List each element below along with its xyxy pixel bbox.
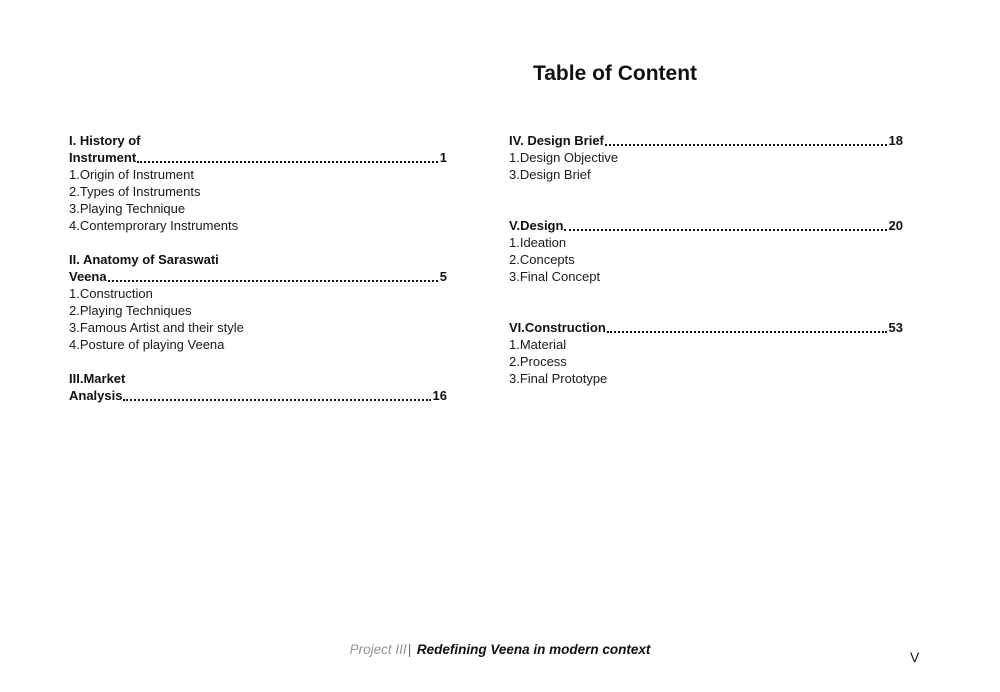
- toc-page-ref: 16: [432, 388, 447, 403]
- toc-section-title: IV. Design Brief: [509, 133, 604, 148]
- toc-section-construction: [509, 319, 903, 387]
- footer-project-label: Project III: [349, 642, 407, 657]
- toc-item: 3.Final Prototype: [509, 371, 608, 386]
- toc-item: 3.Design Brief: [509, 167, 591, 182]
- toc-section-market-analysis: [69, 370, 447, 404]
- toc-item: 1.Design Objective: [509, 150, 619, 165]
- dot-leader: [605, 144, 887, 146]
- footer-subtitle: Redefining Veena in modern context: [416, 642, 651, 657]
- toc-title-leader-line: [69, 387, 447, 404]
- toc-section-title-line2: Instrument: [69, 150, 137, 165]
- dot-leader: [564, 229, 886, 231]
- toc-title-leader-line: [509, 217, 903, 234]
- toc-section-title-line2: Veena: [69, 269, 107, 284]
- page-number: V: [910, 649, 920, 665]
- toc-page-ref: 53: [888, 320, 903, 335]
- page-title: Table of Content: [532, 62, 698, 85]
- toc-item: 1.Material: [509, 337, 567, 352]
- toc-item: 1.Ideation: [509, 235, 567, 250]
- toc-item: 2.Types of Instruments: [69, 184, 201, 199]
- toc-section-title: V.Design: [509, 218, 564, 233]
- toc-section-design: [509, 217, 903, 285]
- toc-title-leader-line: [509, 319, 903, 336]
- toc-item: 1.Origin of Instrument: [69, 167, 194, 182]
- toc-page-ref: 18: [888, 133, 903, 148]
- toc-section-anatomy: [69, 251, 447, 353]
- toc-item: 2.Process: [509, 354, 567, 369]
- toc-item: 1.Construction: [69, 286, 153, 301]
- toc-section-design-brief: [509, 132, 903, 183]
- dot-leader: [607, 331, 887, 333]
- toc-title-leader-line: [69, 268, 447, 285]
- toc-item: 3.Famous Artist and their style: [69, 320, 244, 335]
- toc-item: 3.Playing Technique: [69, 201, 186, 216]
- toc-column-left: [69, 132, 447, 421]
- toc-section-history: [69, 132, 447, 234]
- toc-section-title-line2: Analysis: [69, 388, 123, 403]
- toc-item: 2.Concepts: [509, 252, 575, 267]
- dot-leader: [123, 399, 430, 401]
- toc-column-right: [509, 132, 903, 421]
- toc-item: 4.Contemprorary Instruments: [69, 218, 239, 233]
- dot-leader: [108, 280, 438, 282]
- toc-page-ref: 20: [888, 218, 903, 233]
- dot-leader: [137, 161, 438, 163]
- page-footer: [0, 642, 1000, 657]
- toc-section-title-line1: II. Anatomy of Saraswati: [69, 252, 219, 267]
- toc-section-title: VI.Construction: [509, 320, 606, 335]
- toc-page-ref: 1: [439, 150, 447, 165]
- toc-item: 4.Posture of playing Veena: [69, 337, 225, 352]
- toc-section-title-line1: III.Market: [69, 371, 126, 386]
- toc-item: 3.Final Concept: [509, 269, 601, 284]
- toc-item: 2.Playing Techniques: [69, 303, 192, 318]
- footer-separator: |: [407, 642, 412, 657]
- toc-title-leader-line: [509, 132, 903, 149]
- toc-section-title-line1: I. History of: [69, 133, 141, 148]
- toc-title-leader-line: [69, 149, 447, 166]
- toc-page-ref: 5: [439, 269, 447, 284]
